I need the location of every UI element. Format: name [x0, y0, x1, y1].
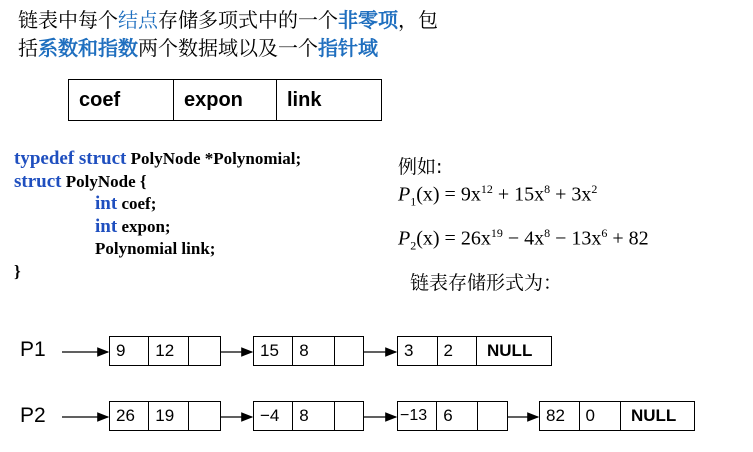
node-coef: 3: [398, 337, 438, 365]
storage-label: 链表存储形式为：: [410, 272, 563, 294]
field-expon: expon: [174, 80, 277, 121]
code-text: PolyNode {: [61, 171, 147, 191]
list-node: [253, 336, 364, 366]
node-expon: 0: [580, 402, 621, 430]
field-link: link: [277, 80, 382, 121]
intro-text-segment: ，包: [398, 8, 438, 32]
formula-subscript: 2: [410, 238, 417, 253]
field-coef: coef: [69, 80, 174, 121]
list-label-p2: P2: [20, 404, 46, 427]
node-expon: 8: [293, 337, 334, 365]
code-keyword: typedef struct: [14, 148, 127, 169]
formula-term: (x) = 9x: [416, 183, 481, 206]
example-label: 例如:: [398, 156, 443, 178]
formula-exponent: 6: [601, 226, 608, 240]
node-expon: 12: [149, 337, 188, 365]
intro-highlight-fields: 系数和指数: [38, 36, 138, 60]
node-expon: 8: [293, 402, 334, 430]
code-text: PolyNode *Polynomial;: [126, 149, 302, 168]
node-link: [335, 337, 364, 365]
formula-term: + 82: [607, 227, 649, 250]
formula-exponent: 19: [490, 226, 503, 240]
formula-name: P: [398, 227, 411, 250]
node-coef: 9: [110, 337, 149, 365]
code-keyword: int: [95, 215, 118, 237]
node-expon: 2: [438, 337, 478, 365]
node-coef: 15: [254, 337, 293, 365]
list-node: [539, 401, 695, 431]
formula-term: + 3x: [550, 183, 592, 206]
formula-name: P: [398, 183, 411, 206]
intro-text-segment: 两个数据域以及一个: [138, 36, 318, 60]
code-text: Polynomial link;: [95, 239, 216, 258]
list-node: [109, 401, 221, 431]
formula-subscript: 1: [410, 194, 417, 209]
list-node: [397, 401, 508, 431]
node-coef: 26: [110, 402, 149, 430]
list-node: [109, 336, 221, 366]
list-node: [253, 401, 364, 431]
node-link-null: NULL: [487, 341, 533, 360]
code-keyword: struct: [14, 170, 62, 192]
node-coef: 82: [540, 402, 580, 430]
formula-exponent: 8: [544, 226, 551, 240]
intro-highlight-node: 结点: [118, 8, 158, 32]
intro-highlight-pointer: 指针域: [318, 36, 378, 60]
formula-term: − 13x: [550, 227, 602, 250]
node-link: [189, 402, 220, 430]
node-link: [478, 402, 507, 430]
list-label-p1: P1: [20, 338, 46, 361]
node-coef: −4: [254, 402, 293, 430]
code-text: expon;: [117, 216, 171, 236]
intro-highlight-nonzero: 非零项: [338, 8, 398, 32]
node-link-null: NULL: [630, 406, 677, 425]
node-expon: 19: [149, 402, 188, 430]
node-coef: −13: [398, 402, 437, 430]
code-text: coef;: [117, 194, 157, 213]
code-keyword: int: [95, 193, 118, 214]
formula-term: − 4x: [502, 227, 545, 250]
node-link: [189, 337, 220, 365]
formula-term: (x) = 26x: [416, 227, 491, 250]
list-node: [397, 336, 552, 366]
intro-text-segment: 链表中每个: [18, 8, 118, 32]
intro-text-segment: 存储多项式中的一个: [158, 8, 338, 32]
formula-exponent: 2: [591, 182, 598, 196]
intro-text-segment: 括: [18, 36, 38, 60]
code-text: }: [14, 261, 21, 281]
node-expon: 6: [437, 402, 478, 430]
formula-term: + 15x: [492, 183, 545, 206]
node-link: [335, 402, 364, 430]
formula-exponent: 12: [480, 182, 493, 196]
formula-exponent: 8: [544, 182, 551, 196]
